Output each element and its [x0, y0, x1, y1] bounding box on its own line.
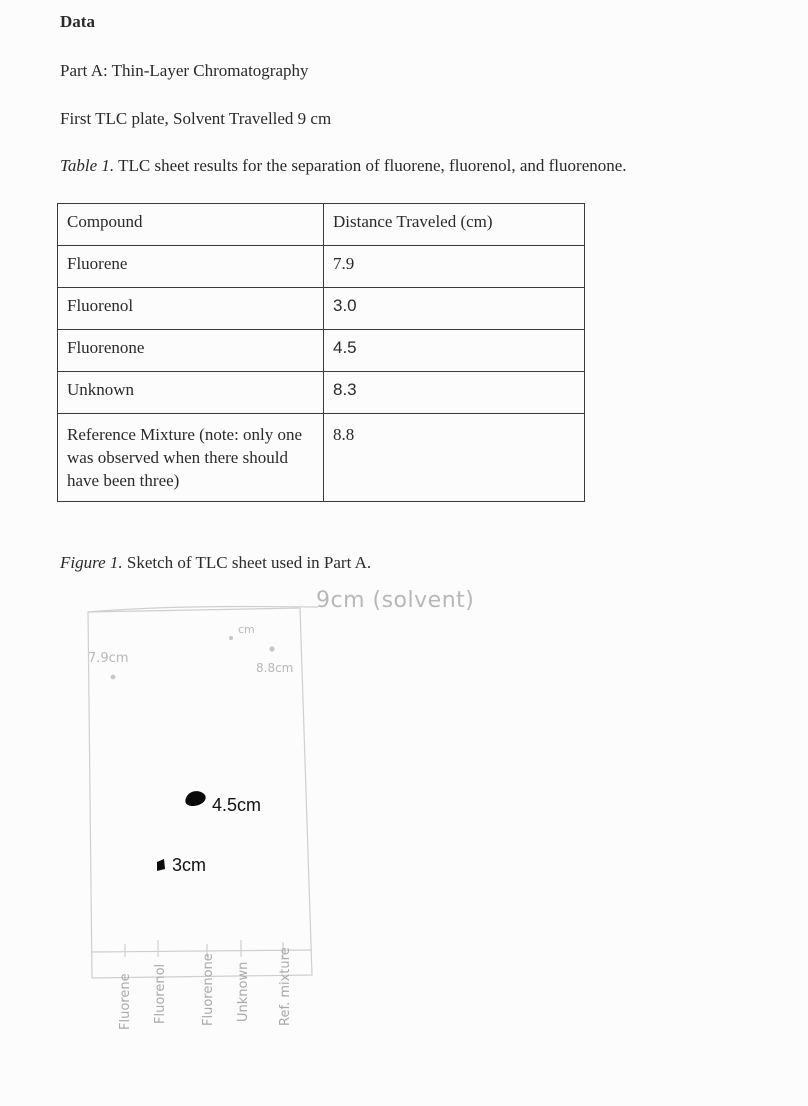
section-heading: Data [60, 12, 95, 31]
compound-cell: Fluorenol [58, 288, 324, 330]
reference-spot-label: 8.8cm [256, 661, 294, 675]
plate-info: First TLC plate, Solvent Travelled 9 cm [60, 109, 332, 128]
lane-label-reference-mixture: Ref. mixture [278, 947, 293, 1026]
part-a-title: Part A: Thin-Layer Chromatography [60, 61, 309, 80]
reference-spot [269, 646, 274, 651]
compound-cell: Fluorene [58, 246, 324, 288]
fluorenone-spot [185, 791, 205, 806]
unknown-spot [229, 636, 233, 640]
distance-cell: 3.0 [324, 288, 585, 330]
fluorene-spot-label: 7.9cm [88, 651, 129, 666]
compound-cell: Fluorenone [58, 330, 324, 372]
lane-label-unknown: Unknown [236, 961, 251, 1022]
table-caption-text: TLC sheet results for the separation of fluorene, fluorenol, and fluorenone. [114, 156, 627, 175]
fluorenone-spot-label: 4.5cm [212, 795, 262, 815]
lane-label-fluorenol: Fluorenol [153, 963, 168, 1024]
figure-caption-text: Sketch of TLC sheet used in Part A. [122, 553, 372, 572]
lane-label-fluorene: Fluorene [118, 973, 133, 1030]
distance-cell: 8.8 [324, 414, 585, 502]
distance-cell: 7.9 [324, 246, 585, 288]
compound-cell: Reference Mixture (note: only one was observed when there should have been three) [58, 414, 324, 502]
distance-cell: 4.5 [324, 330, 585, 372]
compound-cell: Unknown [58, 372, 324, 414]
unknown-spot-label: cm [238, 623, 255, 636]
fluorenol-spot [157, 859, 165, 871]
solvent-front-label: 9cm (solvent) [316, 588, 475, 613]
table-caption-label: Table 1. [60, 156, 115, 175]
figure-caption-label: Figure 1. [60, 553, 123, 572]
distance-cell: 8.3 [324, 372, 585, 414]
header-distance: Distance Traveled (cm) [324, 204, 585, 246]
lane-label-fluorenone: Fluorenone [201, 953, 216, 1026]
fluorene-spot [111, 675, 116, 680]
header-compound: Compound [58, 204, 324, 246]
fluorenol-spot-label: 3cm [172, 855, 207, 875]
